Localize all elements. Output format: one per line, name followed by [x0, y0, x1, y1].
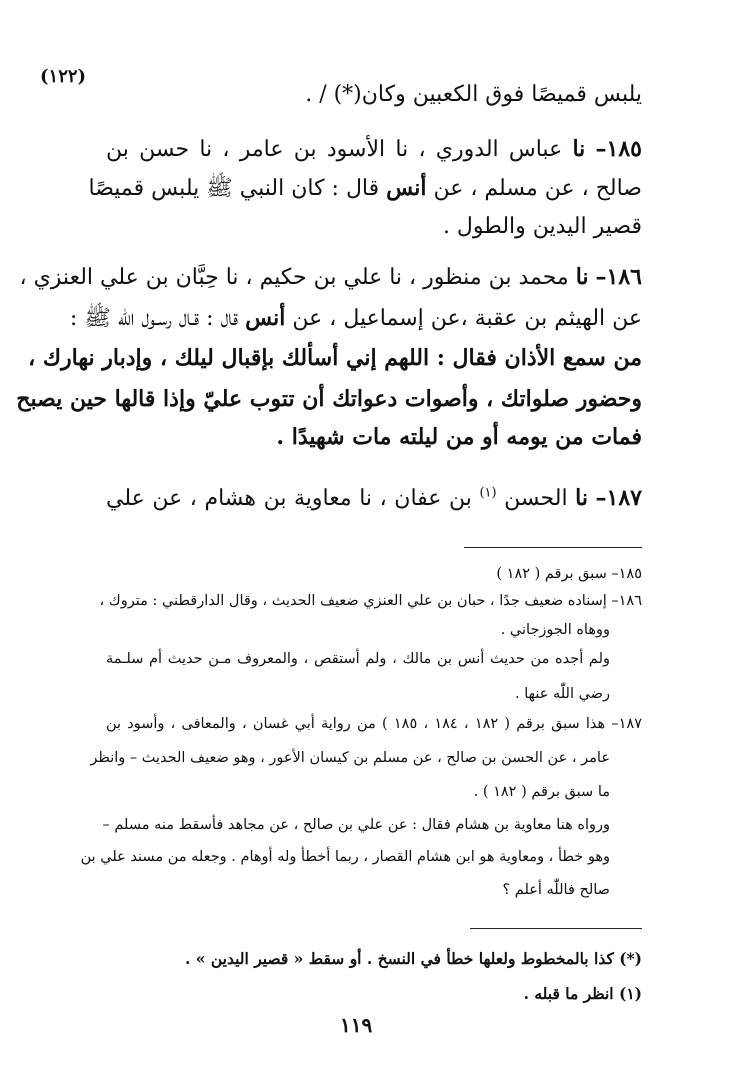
note-186-line-3: ولم أجده من حديث أنس بن مالك ، ولم أستقص ، والمعروف مـن حديث أم سلـمة [106, 651, 610, 667]
notes-separator [464, 547, 642, 548]
footnotes-separator [470, 928, 642, 929]
hadith-186-number: ١٨٦– [595, 264, 642, 290]
hadith-185-number: ١٨٥– [595, 136, 642, 162]
note-187-line-4: ورواه هنا معاوية بن هشام فقال : عن علي بن صالح ، عن مجاهد فأسقط منه مسلم – [102, 817, 610, 833]
footnote-star: (*) كذا بالمخطوط ولعلها خطأ في النسخ . أو سقط « قصير اليدين » . [184, 949, 642, 968]
hadith-185-chain: عباس الدوري ، نا الأسود بن عامر ، نا حسن بن [106, 137, 563, 162]
hadith-185-na: نا [572, 136, 586, 162]
main-line-7: من سمع الأذان فقال : اللهم إني أسألك بإقبال ليلك ، وإدبار نهارك ، [28, 345, 642, 371]
note-187-line-1: ١٨٧– هذا سبق برقم ( ١٨٢ ، ١٨٤ ، ١٨٥ ) من رواية أبي غسان ، والمعافى ، وأسود بن [106, 716, 642, 732]
main-line-1: يلبس قميصًا فوق الكعبين وكان(*) / . [305, 82, 642, 107]
page-marker: (١٢٢) [40, 66, 87, 87]
main-line-6-b: قال : قـال رسـول اللّٰه ﷺ : [69, 306, 239, 331]
note-186-line-2: ووهاه الجوزجاني . [500, 622, 610, 638]
hadith-187-chain: بن عفان ، نا معاوية بن هشام ، عن علي [106, 486, 472, 511]
narrator-anas: أنس [386, 175, 427, 201]
hadith-186-chain: محمد بن منظور ، نا علي بن حكيم ، نا حِبَّان بن علي العنزي ، [19, 265, 569, 290]
note-187-line-2: عامر ، عن الحسن بن صالح ، عن مسلم بن كيسان الأعور ، وهو ضعيف الحديث – وانظر [90, 750, 610, 766]
page-number: ١١٩ [340, 1013, 373, 1037]
narrator-hasan: الحسن [504, 486, 568, 511]
note-187-line-3: ما سبق برقم ( ١٨٢ ) . [473, 784, 610, 800]
main-line-5 [19, 264, 642, 291]
main-line-6 [69, 305, 642, 332]
main-line-2 [106, 136, 642, 163]
main-line-3-b: قال : كان النبي ﷺ يلبس قميصًا [88, 176, 380, 201]
main-line-9: فمات من يومه أو من ليلته مات شهيدًا . [276, 424, 642, 450]
note-187-line-5: وهو خطأ ، ومعاوية هو ابن هشام القصار ، ربما أخطأ وله أوهام . وجعله من مسند علي بن [80, 849, 610, 865]
note-186-line-4: رضي اللّٰه عنها . [515, 686, 610, 702]
note-185: ١٨٥– سبق برقم ( ١٨٢ ) [496, 566, 642, 582]
footnote-ref-1: (١) [479, 485, 497, 501]
note-187-line-6: صالح فاللّٰه أعلم ؟ [502, 882, 610, 898]
main-line-3 [88, 175, 642, 202]
main-line-6-a: عن الهيثم بن عقبة ،عن إسماعيل ، عن [292, 306, 642, 331]
hadith-187-na: نا [575, 485, 588, 511]
narrator-anas-2: أنس [245, 305, 286, 331]
main-line-4: قصير اليدين والطول . [442, 214, 642, 239]
hadith-186-na: نا [575, 264, 589, 290]
main-line-3-a: صالح ، عن مسلم ، عن [433, 176, 642, 201]
footnote-1: (١) انظر ما قبله . [523, 984, 642, 1003]
note-186-line-1: ١٨٦– إسناده ضعيف جدًا ، حبان بن علي العنزي ضعيف الحديث ، وقال الدارقطني : متروك ، [99, 593, 642, 609]
main-line-8: وحضور صلواتك ، وأصوات دعواتك أن تتوب عليّ وإذا قالها حين يصبح [16, 386, 642, 412]
main-line-10 [106, 485, 642, 512]
hadith-187-number: ١٨٧– [595, 485, 642, 511]
